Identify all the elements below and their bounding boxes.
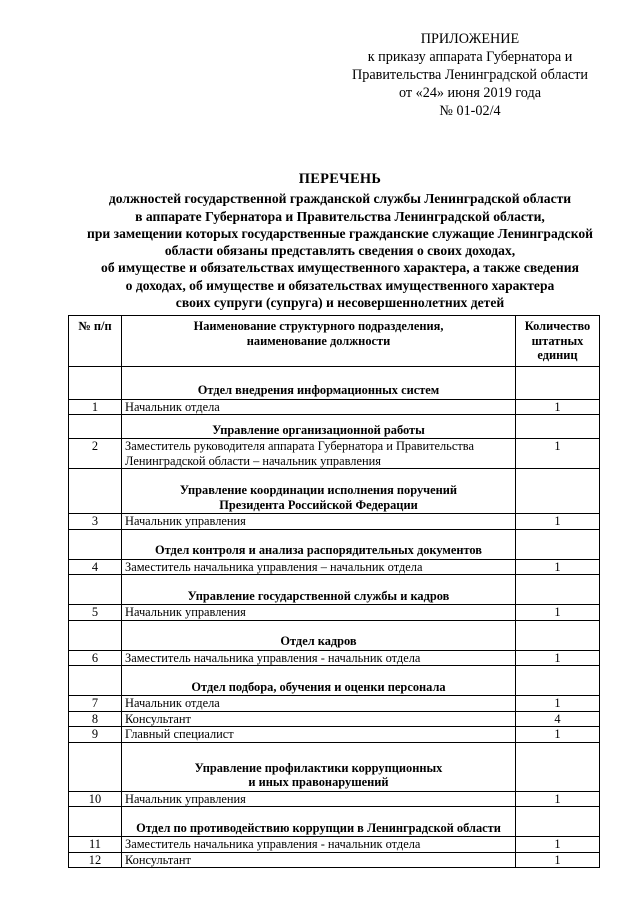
section-count-cell <box>516 807 600 837</box>
row-number: 5 <box>69 605 122 621</box>
section-row <box>69 575 600 605</box>
section-title: Отдел контроля и анализа распорядительных документов <box>122 529 516 559</box>
row-number: 10 <box>69 791 122 807</box>
table-row <box>69 605 600 621</box>
row-number: 7 <box>69 696 122 712</box>
section-row <box>69 529 600 559</box>
section-count-cell <box>516 529 600 559</box>
section-number-cell <box>69 666 122 696</box>
staff-count: 1 <box>516 439 600 469</box>
table-body <box>69 366 600 868</box>
section-row <box>69 415 600 439</box>
section-title: Отдел кадров <box>122 620 516 650</box>
appendix-order-line-2: Правительства Ленинградской области <box>352 67 588 83</box>
section-number-cell <box>69 529 122 559</box>
row-number: 11 <box>69 837 122 853</box>
section-row <box>69 366 600 399</box>
staff-count: 1 <box>516 605 600 621</box>
appendix-block <box>300 30 640 120</box>
header-number: № п/п <box>69 316 122 367</box>
document-title: ПЕРЕЧЕНЬ <box>298 171 382 187</box>
section-row <box>69 742 600 791</box>
position-name: Заместитель руководителя аппарата Губернатора и Правительства Ленинградской области – начальник управления <box>122 439 516 469</box>
subtitle-line: при замещении которых государственные гражданские служащие Ленинградской <box>87 225 593 241</box>
section-number-cell <box>69 620 122 650</box>
staff-count: 1 <box>516 852 600 868</box>
subtitle-line: должностей государственной гражданской службы Ленинградской области <box>108 191 572 207</box>
position-name: Заместитель начальника управления - начальник отдела <box>122 650 516 666</box>
row-number: 3 <box>69 514 122 530</box>
section-title: Отдел внедрения информационных систем <box>122 366 516 399</box>
row-number: 6 <box>69 650 122 666</box>
subtitle-line: области обязаны представлять сведения о своих доходах, <box>164 243 516 259</box>
position-name: Начальник отдела <box>122 696 516 712</box>
section-count-cell <box>516 469 600 514</box>
staff-count: 1 <box>516 650 600 666</box>
header-name: Наименование структурного подразделения, наименование должности <box>122 316 516 367</box>
position-name: Консультант <box>122 852 516 868</box>
staff-count: 1 <box>516 696 600 712</box>
staff-count: 4 <box>516 711 600 727</box>
section-title: Управление государственной службы и кадров <box>122 575 516 605</box>
row-number: 1 <box>69 399 122 415</box>
position-name: Главный специалист <box>122 727 516 743</box>
position-name: Заместитель начальника управления - начальник отдела <box>122 837 516 853</box>
position-name: Консультант <box>122 711 516 727</box>
position-name: Заместитель начальника управления – начальник отдела <box>122 559 516 575</box>
section-number-cell <box>69 415 122 439</box>
section-count-cell <box>516 620 600 650</box>
table-row <box>69 711 600 727</box>
section-count-cell <box>516 666 600 696</box>
appendix-order-line-1: к приказу аппарата Губернатора и <box>367 49 573 65</box>
section-title: Управление профилактики коррупционных и иных правонарушений <box>122 742 516 791</box>
subtitle-line: о доходах, об имуществе и обязательствах имущественного характера <box>125 277 555 293</box>
position-name: Начальник отдела <box>122 399 516 415</box>
row-number: 12 <box>69 852 122 868</box>
row-number: 9 <box>69 727 122 743</box>
staff-count: 1 <box>516 559 600 575</box>
section-count-cell <box>516 366 600 399</box>
header-count: Количество штатных единиц <box>516 316 600 367</box>
section-count-cell <box>516 742 600 791</box>
staff-count: 1 <box>516 837 600 853</box>
table-header-row <box>69 316 600 367</box>
section-number-cell <box>69 469 122 514</box>
staff-count: 1 <box>516 791 600 807</box>
table-row <box>69 837 600 853</box>
table-row <box>69 399 600 415</box>
position-name: Начальник управления <box>122 514 516 530</box>
section-number-cell <box>69 742 122 791</box>
section-title: Управление организационной работы <box>122 415 516 439</box>
section-count-cell <box>516 415 600 439</box>
table-row <box>69 696 600 712</box>
row-number: 4 <box>69 559 122 575</box>
section-number-cell <box>69 807 122 837</box>
section-row <box>69 620 600 650</box>
section-title: Отдел по противодействию коррупции в Ленинградской области <box>122 807 516 837</box>
table-row <box>69 852 600 868</box>
subtitle-line: об имуществе и обязательствах имущественного характера, а также сведения <box>101 260 579 276</box>
row-number: 8 <box>69 711 122 727</box>
table-row <box>69 727 600 743</box>
section-number-cell <box>69 575 122 605</box>
document-title-block <box>40 171 640 311</box>
position-name: Начальник управления <box>122 791 516 807</box>
section-title: Отдел подбора, обучения и оценки персонала <box>122 666 516 696</box>
table-row <box>69 650 600 666</box>
table-row <box>69 559 600 575</box>
subtitle-line: в аппарате Губернатора и Правительства Ленинградской области, <box>135 208 545 224</box>
row-number: 2 <box>69 439 122 469</box>
section-title: Управление координации исполнения поручений Президента Российской Федерации <box>122 469 516 514</box>
appendix-date: от «24» июня 2019 года <box>398 85 542 101</box>
table-row <box>69 439 600 469</box>
table-row <box>69 791 600 807</box>
table-row <box>69 514 600 530</box>
section-count-cell <box>516 575 600 605</box>
staff-count: 1 <box>516 514 600 530</box>
appendix-number: № 01-02/4 <box>439 103 501 119</box>
position-name: Начальник управления <box>122 605 516 621</box>
section-row <box>69 469 600 514</box>
section-row <box>69 807 600 837</box>
section-row <box>69 666 600 696</box>
section-number-cell <box>69 366 122 399</box>
staff-count: 1 <box>516 727 600 743</box>
appendix-label: ПРИЛОЖЕНИЕ <box>420 31 520 47</box>
subtitle-line: своих супруги (супруга) и несовершеннолетних детей <box>175 295 505 311</box>
staff-count: 1 <box>516 399 600 415</box>
positions-table <box>68 315 600 868</box>
